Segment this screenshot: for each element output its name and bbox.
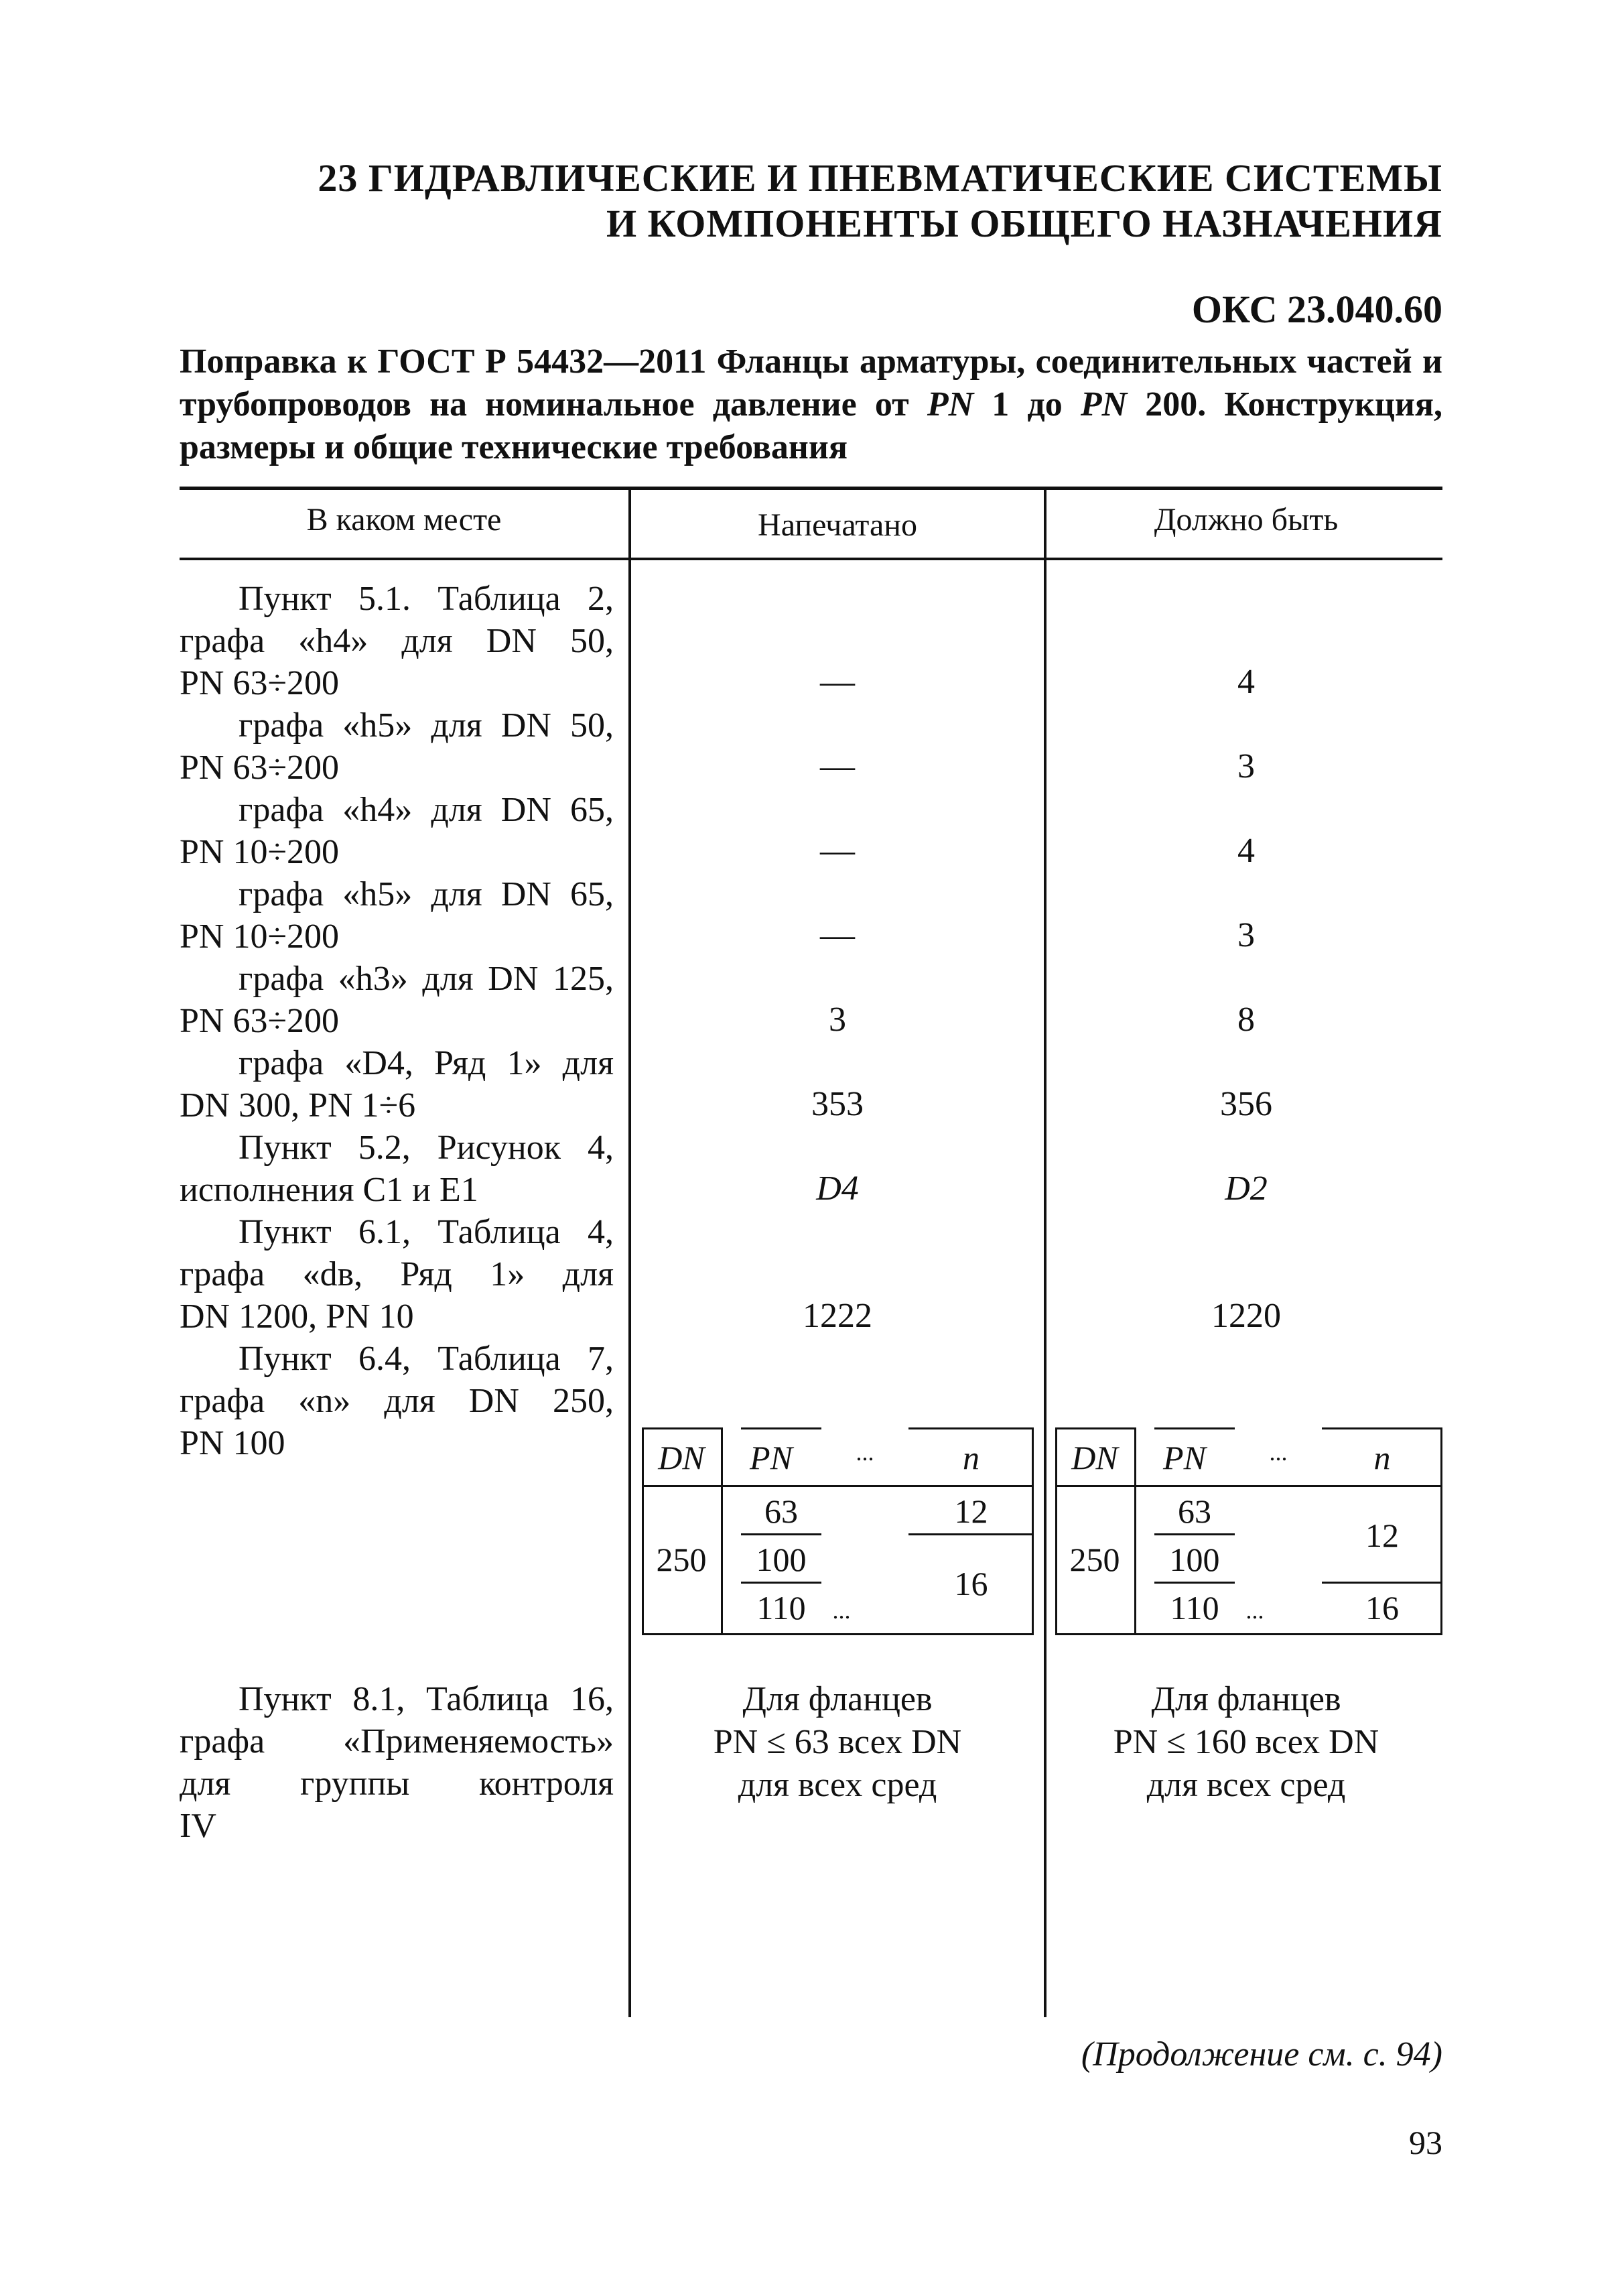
printed-row-8: 1222: [803, 1297, 872, 1335]
printed-row-1: —: [820, 663, 855, 701]
table-top-rule: [180, 487, 1442, 490]
place-row-9b: графа «n» для DN 250,: [180, 1382, 614, 1420]
header-place: В каком месте: [306, 502, 502, 537]
mt-pn-100: 100: [1169, 1541, 1220, 1578]
place-row-4b: PN 10÷200: [180, 917, 340, 956]
mt-head-dots: ...: [1269, 1439, 1288, 1466]
mt-n-16: 16: [954, 1565, 988, 1602]
correct-row-5: 8: [1237, 1001, 1255, 1039]
place-column: [180, 578, 614, 1464]
mt-pn-rule-2: [741, 1582, 821, 1584]
mt-border-bottom: [1055, 1633, 1442, 1635]
correct-row-10: [1045, 1678, 1447, 1807]
correct-row-2: 3: [1237, 747, 1255, 785]
place-row-7b: исполнения С1 и Е1: [180, 1171, 478, 1209]
place-row-6b: DN 300, PN 1÷6: [180, 1086, 416, 1125]
place-row-10d: IV: [180, 1807, 216, 1845]
header-correct: Должно быть: [1154, 502, 1339, 537]
document-title: Поправка к ГОСТ Р 54432—2011 Фланцы арматуры, соединительных частей и трубопроводов на номинальное давление от PN 1 до PN 200. Конструкция, размеры и общие технические требования: [180, 342, 1442, 466]
mt-header-rule: [1055, 1485, 1442, 1487]
place-row-1c: PN 63÷200: [180, 664, 340, 702]
mt-top-n: [908, 1427, 1034, 1429]
mt-head-dots: ...: [856, 1439, 874, 1466]
mt-n-12: 12: [954, 1492, 988, 1530]
section-heading-line-1: 23 ГИДРАВЛИЧЕСКИЕ И ПНЕВМАТИЧЕСКИЕ СИСТЕМЫ: [318, 156, 1442, 200]
printed-row-7: D4: [816, 1169, 859, 1208]
mt-head-pn: PN: [1163, 1439, 1206, 1476]
mt-top-n: [1322, 1427, 1442, 1429]
mt-dn-value: 250: [656, 1541, 707, 1578]
section-heading-line-2: И КОМПОНЕНТЫ ОБЩЕГО НАЗНАЧЕНИЯ: [606, 202, 1442, 245]
place-row-2a: графа «h5» для DN 50,: [239, 706, 614, 745]
mt-head-dn: DN: [658, 1439, 705, 1476]
printed-row-6: 353: [811, 1085, 864, 1123]
mini-table-printed: [642, 1427, 1034, 1635]
place-row-3a: графа «h4» для DN 65,: [239, 791, 614, 829]
mt-pn-110: 110: [756, 1589, 806, 1627]
mt-pn-110: 110: [1170, 1589, 1219, 1627]
page-number: 93: [1409, 2124, 1442, 2161]
mt-header-rule: [642, 1485, 1034, 1487]
mt-n-rule: [908, 1533, 1034, 1535]
mt-pn-100: 100: [756, 1541, 807, 1578]
printed-row-4: —: [820, 916, 855, 954]
mt-dots: ...: [832, 1597, 851, 1624]
place-row-5a: графа «h3» для DN 125,: [239, 960, 614, 998]
correct-row-10-line-2: PN ≤ 160 всех DN: [1113, 1723, 1379, 1761]
correct-row-4: 3: [1237, 916, 1255, 954]
place-row-8b: графа «dв, Ряд 1» для: [180, 1255, 614, 1293]
place-row-7a: Пункт 5.2, Рисунок 4,: [239, 1129, 614, 1167]
place-row-9c: PN 100: [180, 1424, 285, 1462]
printed-row-10: [630, 1678, 1045, 1807]
mt-head-dn: DN: [1071, 1439, 1118, 1476]
place-row-4a: графа «h5» для DN 65,: [239, 875, 614, 913]
mt-head-n: n: [1373, 1439, 1391, 1476]
place-row-10a: Пункт 8.1, Таблица 16,: [239, 1680, 614, 1718]
printed-row-10-line-2: PN ≤ 63 всех DN: [713, 1723, 962, 1761]
mt-pn-rule-1: [1154, 1533, 1235, 1535]
continuation-note: (Продолжение см. с. 94): [1081, 2035, 1442, 2074]
printed-row-10-line-1: Для фланцев: [742, 1680, 933, 1718]
mt-top-dn: [642, 1427, 721, 1429]
header-printed: Напечатано: [758, 507, 917, 543]
mt-n-rule: [1322, 1582, 1442, 1584]
printed-row-2: —: [820, 747, 855, 785]
place-row-8c: DN 1200, PN 10: [180, 1297, 414, 1336]
place-row-9a: Пункт 6.4, Таблица 7,: [239, 1340, 614, 1378]
mt-pn-rule-2: [1154, 1582, 1235, 1584]
printed-row-10-line-3: для всех сред: [738, 1766, 937, 1804]
correct-row-10-line-1: Для фланцев: [1151, 1680, 1341, 1718]
mt-head-n: n: [963, 1439, 979, 1476]
mt-pn-rule-1: [741, 1533, 821, 1535]
place-row-3b: PN 10÷200: [180, 833, 340, 871]
correct-row-10-line-3: для всех сред: [1146, 1766, 1346, 1804]
mt-border-bottom: [642, 1633, 1034, 1635]
place-row-2b: PN 63÷200: [180, 749, 340, 787]
correct-row-1: 4: [1237, 663, 1255, 701]
correct-row-3: 4: [1237, 832, 1255, 870]
mt-head-pn: PN: [750, 1439, 793, 1476]
place-row-8a: Пункт 6.1, Таблица 4,: [239, 1213, 614, 1251]
mt-top-pn: [1154, 1427, 1235, 1429]
mt-top-dn: [1055, 1427, 1134, 1429]
place-row-6a: графа «D4, Ряд 1» для: [239, 1044, 614, 1082]
mt-n-16: 16: [1365, 1589, 1399, 1627]
printed-row-3: —: [820, 832, 855, 870]
mini-table-correct: [1055, 1427, 1442, 1635]
mt-dots: ...: [1245, 1597, 1264, 1624]
place-row-10b: графа «Применяемость»: [180, 1722, 614, 1761]
place-row-1a: Пункт 5.1. Таблица 2,: [239, 580, 614, 618]
correct-row-7: D2: [1225, 1169, 1268, 1208]
printed-row-5: 3: [829, 1001, 846, 1039]
place-row-1b: графа «h4» для DN 50,: [180, 622, 614, 660]
oks-code: ОКС 23.040.60: [1191, 288, 1442, 331]
place-row-5b: PN 63÷200: [180, 1002, 340, 1040]
mt-pn-63: 63: [764, 1492, 798, 1530]
mt-dn-value: 250: [1069, 1541, 1120, 1578]
place-row-10c: для группы контроля: [180, 1765, 614, 1803]
table-header-rule: [180, 558, 1442, 560]
mt-pn-63: 63: [1178, 1492, 1211, 1530]
section-heading: [318, 155, 1442, 247]
correct-row-8: 1220: [1211, 1297, 1281, 1335]
mt-n-12: 12: [1365, 1517, 1399, 1554]
mt-top-pn: [741, 1427, 821, 1429]
correct-row-6: 356: [1220, 1085, 1272, 1123]
place-row-10: [180, 1678, 614, 1847]
